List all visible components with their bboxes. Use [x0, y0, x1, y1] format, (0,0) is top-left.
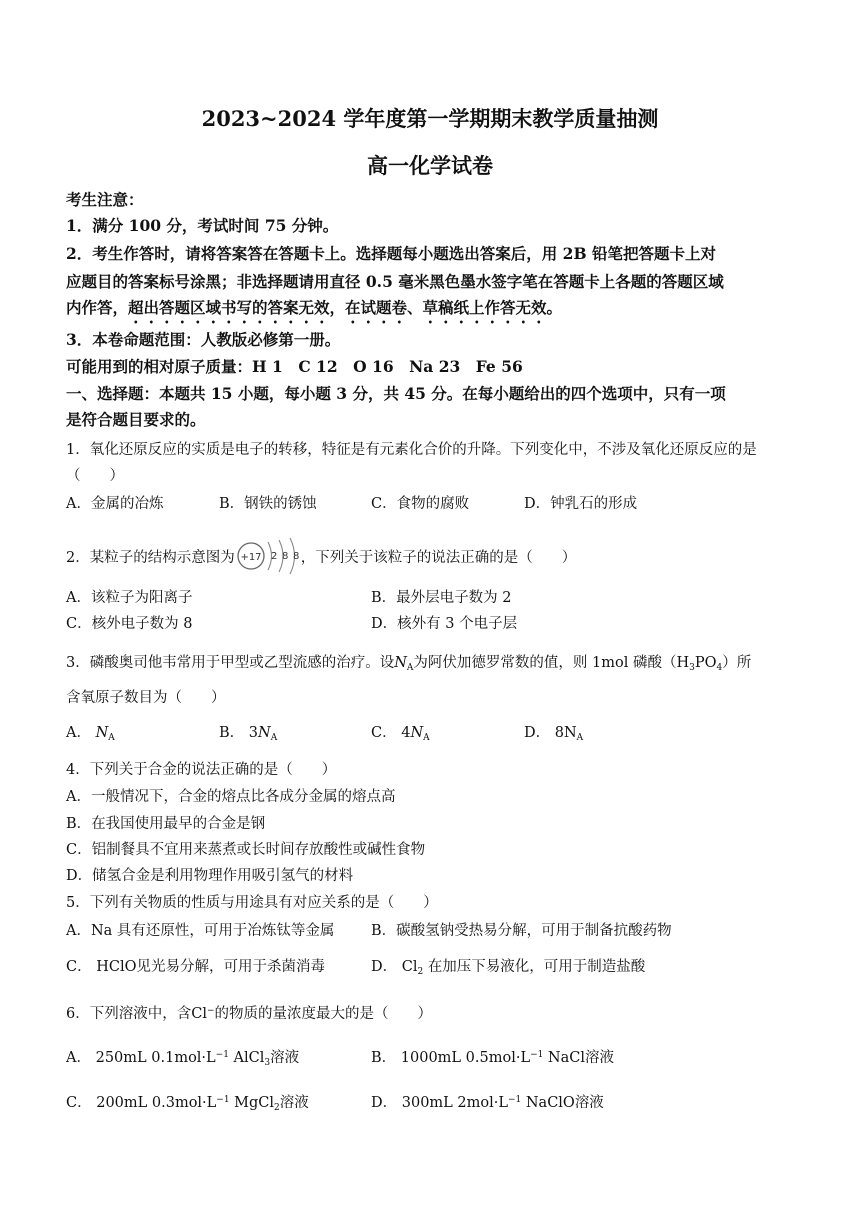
question-3-option-a — [66, 721, 115, 742]
option-c-formula: MgCl — [229, 1095, 275, 1111]
question-1-blank: （ ） — [66, 468, 124, 484]
question-3-stem-start: 3．磷酸奥司他韦常用于甲型或乙型流感的治疗。设 — [66, 655, 395, 671]
chloride-ion: Cl — [191, 1006, 207, 1022]
formula-h-subscript: 3 — [689, 663, 695, 674]
exam-subtitle: 高一化学试卷 — [367, 153, 493, 178]
chloride-ion-charge: − — [206, 1006, 215, 1017]
question-6-stem — [66, 1002, 432, 1023]
question-6-option-c — [66, 1091, 309, 1112]
formula-po: PO — [694, 655, 717, 671]
question-5-stem: 5．下列有关物质的性质与用途具有对应关系的是（ ） — [66, 895, 438, 911]
option-d-label: D． — [371, 1095, 398, 1111]
option-a-amount: 250mL 0.1mol·L — [95, 1050, 216, 1066]
option-a-suffix: 溶液 — [270, 1050, 300, 1066]
option-c-amount: 200mL 0.3mol·L — [96, 1095, 217, 1111]
avogadro-symbol: N — [394, 655, 407, 671]
formula-h: H — [676, 655, 690, 671]
section-1-heading-cont: 是符合题目要求的。 — [66, 410, 206, 429]
notice-item-2-line-3-end: 。 — [546, 298, 563, 317]
notice-emphasized-text: 超出答题区域书写的答案无效，在试题卷、草稿纸上作答无效 — [128, 298, 547, 317]
question-4-option-b: B．在我国使用最早的合金是钢 — [66, 816, 266, 832]
question-6-option-b — [371, 1046, 614, 1067]
question-2-stem — [66, 538, 576, 578]
shell-1-count: 2 — [270, 551, 278, 562]
question-6-option-a — [66, 1046, 299, 1067]
question-5-option-d — [371, 955, 645, 976]
notice-item-3: 3．本卷命题范围：人教版必修第一册。 — [66, 330, 341, 349]
option-a-symbol: N — [95, 725, 109, 741]
notice-item-2-line-3-start: 内作答， — [66, 298, 129, 317]
question-3-stem-mid: 为阿伏加德罗常数的值，则 1mol 磷酸（ — [413, 655, 677, 671]
formula-po-subscript: 4 — [716, 663, 723, 674]
question-4-option-c: C．铝制餐具不宜用来蒸煮或长时间存放酸性或碱性食物 — [66, 842, 426, 858]
option-d-suffix: 溶液 — [574, 1095, 604, 1111]
question-1-option-d: D．钟乳石的形成 — [524, 496, 638, 512]
option-c-label: C． — [371, 725, 397, 741]
option-c-text: 见光易分解，可用于杀菌消毒 — [136, 959, 325, 975]
option-b-label: B． — [371, 1050, 397, 1066]
option-b-coefficient: 3 — [248, 725, 258, 741]
option-d-formula: NaClO — [521, 1095, 575, 1111]
question-6-stem-end: 的物质的量浓度最大的是（ ） — [214, 1006, 432, 1022]
ion-structure-svg — [235, 536, 301, 576]
question-3-option-c — [371, 721, 430, 742]
notice-heading: 考生注意： — [66, 190, 144, 209]
option-b-formula: NaCl — [543, 1050, 586, 1066]
avogadro-subscript: A — [406, 663, 414, 674]
option-c-coefficient: 4 — [401, 725, 411, 741]
section-1-heading: 一、选择题：本题共 15 小题，每小题 3 分，共 45 分。在每小题给出的四个选项中，只有一项 — [66, 384, 726, 403]
option-a-subscript: 3 — [264, 1058, 271, 1069]
option-b-suffix: 溶液 — [585, 1050, 615, 1066]
notice-item-2-line-2: 应题目的答案标号涂黑；非选择题请用直径 0.5 毫米黑色墨水签字笔在答题卡上各题的答题区域 — [66, 272, 724, 291]
option-a-formula: AlCl — [228, 1050, 265, 1066]
option-d-label: D． — [371, 959, 398, 975]
question-5-option-c — [66, 955, 325, 976]
question-4-stem: 4．下列关于合金的说法正确的是（ ） — [66, 762, 337, 778]
option-a-exponent: −1 — [215, 1050, 229, 1061]
question-4-option-a: A．一般情况下，合金的熔点比各成分金属的熔点高 — [66, 789, 396, 805]
option-b-exponent: −1 — [530, 1050, 544, 1061]
nucleus-charge: +17 — [240, 552, 262, 563]
option-d-text: 在加压下易液化，可用于制造盐酸 — [427, 959, 646, 975]
question-6-option-d — [371, 1091, 604, 1112]
option-d-amount: 300mL 2mol·L — [401, 1095, 508, 1111]
option-d-label: D． — [524, 725, 551, 741]
option-d-symbol: 8N — [554, 725, 577, 741]
option-c-symbol: N — [410, 725, 424, 741]
notice-item-2-line-1: 2．考生作答时，请将答案答在答题卡上。选择题每小题选出答案后，用 2B 铅笔把答题卡上对 — [66, 244, 716, 263]
option-c-subscript: A — [423, 733, 430, 744]
question-4-option-d: D．储氢合金是利用物理作用吸引氢气的材料 — [66, 868, 354, 884]
option-c-exponent: −1 — [216, 1095, 230, 1106]
shell-2-count: 8 — [281, 551, 289, 562]
option-d-subscript: 2 — [417, 967, 424, 978]
option-c-formula: HClO — [96, 959, 137, 975]
notice-item-2-line-3 — [66, 296, 562, 327]
question-2-option-b: B．最外层电子数为 2 — [371, 590, 512, 606]
question-2-option-d: D．核外有 3 个电子层 — [371, 616, 518, 632]
question-1-stem: 1．氧化还原反应的实质是电子的转移，特征是有元素化合价的升降。下列变化中，不涉及氧化还原反应的是 — [66, 442, 757, 458]
ion-structure-diagram — [235, 536, 301, 576]
atomic-masses: 可能用到的相对原子质量：H 1 C 12 O 16 Na 23 Fe 56 — [66, 357, 523, 376]
notice-item-1: 1．满分 100 分，考试时间 75 分钟。 — [66, 216, 339, 235]
option-b-symbol: N — [258, 725, 271, 741]
shell-3-count: 8 — [292, 551, 300, 562]
question-1-option-a: A．金属的冶炼 — [66, 496, 164, 512]
question-3-option-d — [524, 721, 583, 742]
option-c-suffix: 溶液 — [279, 1095, 309, 1111]
option-d-subscript: A — [576, 733, 584, 744]
option-c-label: C． — [66, 1095, 92, 1111]
option-a-label: A． — [66, 725, 91, 741]
option-b-label: B． — [219, 725, 245, 741]
question-6-stem-start: 6．下列溶液中，含 — [66, 1006, 192, 1022]
exam-title: 2023~2024 学年度第一学期期末教学质量抽测 — [201, 106, 659, 131]
option-c-subscript: 2 — [274, 1103, 280, 1114]
option-d-exponent: −1 — [508, 1095, 522, 1106]
question-1-option-b: B．钢铁的锈蚀 — [219, 496, 317, 512]
option-b-amount: 1000mL 0.5mol·L — [400, 1050, 531, 1066]
option-c-label: C． — [66, 959, 92, 975]
option-b-subscript: A — [270, 733, 278, 744]
question-2-stem-end: ，下列关于该粒子的说法正确的是（ ） — [300, 550, 577, 566]
question-3-option-b — [219, 721, 277, 742]
question-3-stem-end: ）所 — [722, 655, 752, 671]
question-2-stem-start: 2．某粒子的结构示意图为 — [66, 550, 235, 566]
question-1-option-c: C．食物的腐败 — [371, 496, 470, 512]
option-a-label: A． — [66, 1050, 91, 1066]
option-a-subscript: A — [108, 733, 115, 744]
question-5-option-a: A．Na 具有还原性，可用于冶炼钛等金属 — [66, 923, 335, 939]
question-2-option-c: C．核外电子数为 8 — [66, 616, 193, 632]
option-d-formula: Cl — [401, 959, 418, 975]
question-3-stem — [66, 651, 751, 672]
question-5-option-b: B．碳酸氢钠受热易分解，可用于制备抗酸药物 — [371, 923, 672, 939]
question-2-option-a: A．该粒子为阳离子 — [66, 590, 193, 606]
question-3-stem-line-2: 含氧原子数目为（ ） — [66, 690, 226, 706]
